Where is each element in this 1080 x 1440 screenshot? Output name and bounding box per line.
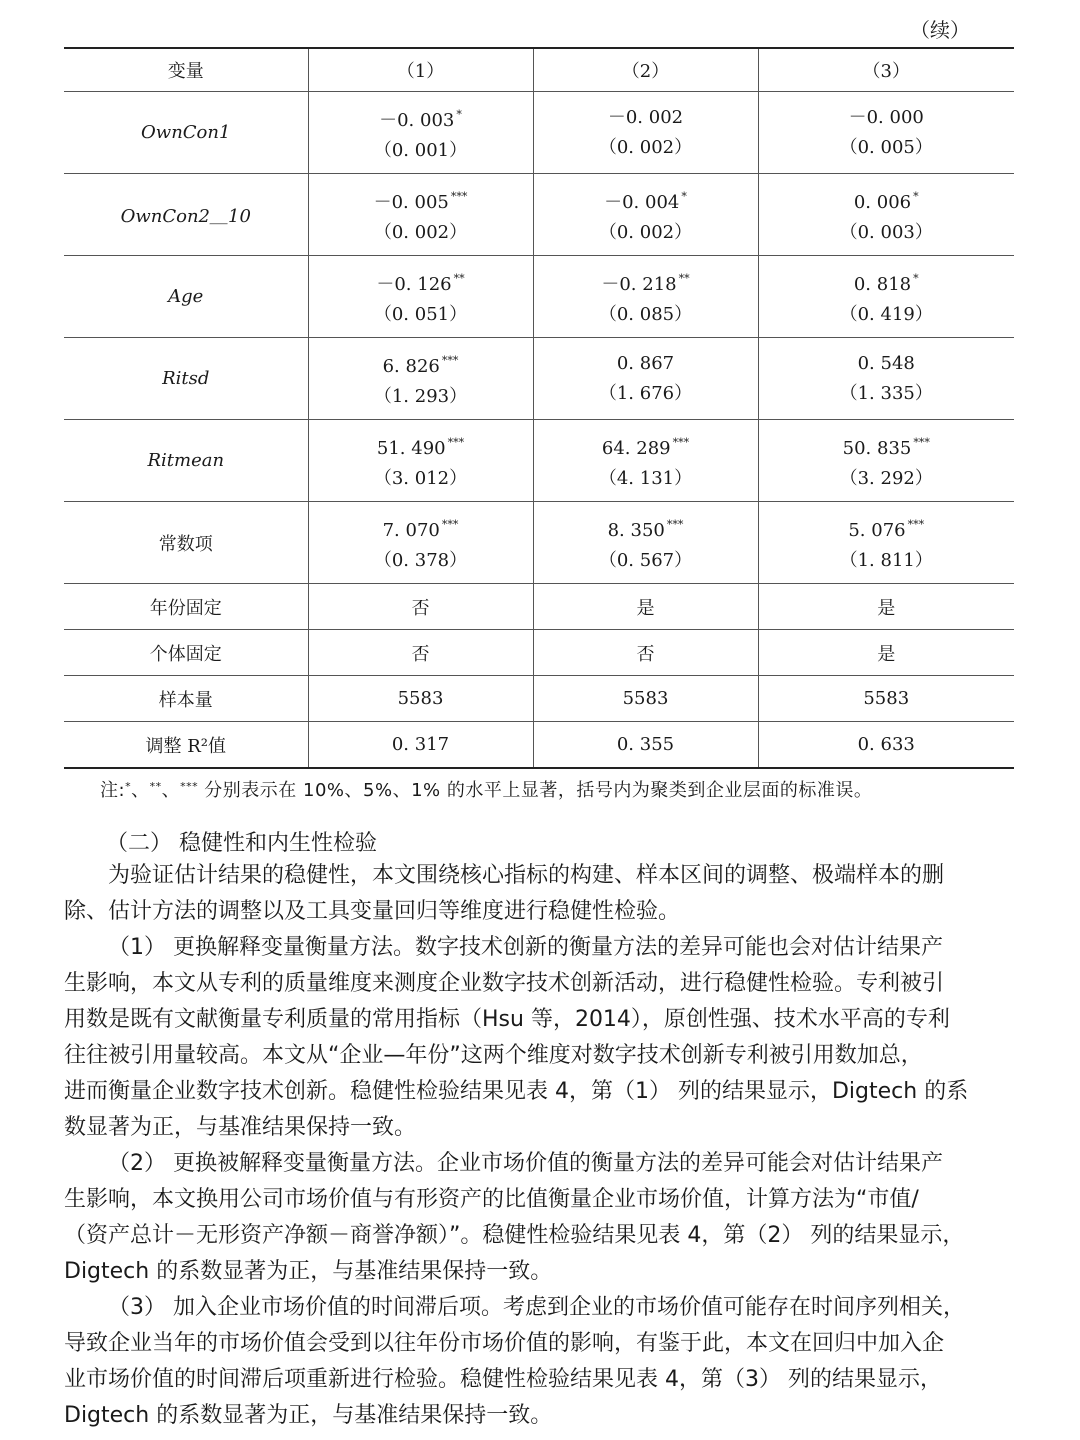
coefficient-value: －0. 003 <box>379 109 455 131</box>
standard-error: （0. 002） <box>598 136 693 158</box>
value-cell: 否 <box>308 584 533 630</box>
standard-error: （0. 085） <box>598 303 693 325</box>
significance-stars: *** <box>907 517 925 531</box>
standard-error: （4. 131） <box>598 467 693 489</box>
header-col-2: （2） <box>533 48 758 92</box>
coefficient-value: －0. 002 <box>607 106 684 128</box>
standard-error: （1. 293） <box>373 385 468 407</box>
coefficient-value: －0. 126 <box>376 273 452 295</box>
regression-table <box>64 47 1014 769</box>
table-row <box>64 630 1014 676</box>
coef-cell <box>308 174 533 256</box>
coefficient-value: 8. 350 <box>607 519 665 541</box>
significance-stars: ** <box>678 271 690 285</box>
table-row <box>64 256 1014 338</box>
coef-cell <box>533 256 758 338</box>
coefficient-value: 50. 835 <box>842 437 912 459</box>
note-star-2: ** <box>149 780 162 793</box>
variable-name: Ritsd <box>64 338 308 420</box>
note-text: 分别表示在 10%、5%、1% 的水平上显著，括号内为聚类到企业层面的标准误。 <box>198 780 873 801</box>
paragraph-line: （2） 更换被解释变量衡量方法。企业市场价值的衡量方法的差异可能会对估计结果产 <box>108 1151 943 1176</box>
coefficient-value: 7. 070 <box>382 519 440 541</box>
coef-cell <box>758 420 1014 502</box>
coefficient <box>759 182 1015 218</box>
coefficient <box>534 428 758 464</box>
value-cell: 是 <box>758 630 1014 676</box>
coef-cell <box>758 174 1014 256</box>
table-row <box>64 502 1014 584</box>
significance-stars: *** <box>672 435 690 449</box>
standard-error: （1. 676） <box>598 382 693 404</box>
value-cell: 0. 633 <box>758 722 1014 769</box>
coefficient <box>309 182 533 218</box>
coefficient-value: 0. 818 <box>853 273 912 295</box>
note-star-1: * <box>125 780 132 793</box>
standard-error: （3. 292） <box>839 467 933 489</box>
coefficient <box>534 103 758 133</box>
coef-cell <box>308 502 533 584</box>
value-cell: 否 <box>308 630 533 676</box>
paragraph-line: 进而衡量企业数字技术创新。稳健性检验结果见表 4，第（1） 列的结果显示，Digtech 的系 <box>64 1079 969 1104</box>
note-sep-2: 、 <box>161 780 181 801</box>
significance-stars: * <box>681 189 687 203</box>
coefficient-value: 0. 006 <box>853 191 912 213</box>
note-prefix: 注: <box>100 780 126 801</box>
significance-stars: *** <box>441 517 459 531</box>
table-row <box>64 338 1014 420</box>
coefficient-value: 0. 867 <box>616 352 675 374</box>
coef-cell <box>308 92 533 174</box>
coefficient-value: －0. 005 <box>373 191 449 213</box>
table-row <box>64 420 1014 502</box>
coefficient <box>309 510 533 546</box>
standard-error: （0. 378） <box>373 549 468 571</box>
coefficient <box>309 100 533 136</box>
paragraph <box>64 858 1014 930</box>
standard-error: （0. 419） <box>839 303 933 325</box>
paragraph-line: 生影响，本文从专利的质量维度来测度企业数字技术创新活动，进行稳健性检验。专利被引 <box>64 971 945 996</box>
standard-error: （0. 567） <box>598 549 693 571</box>
header-col-3: （3） <box>758 48 1014 92</box>
coef-cell <box>758 256 1014 338</box>
paragraph-line: 生影响，本文换用公司市场价值与有形资产的比值衡量企业市场价值，计算方法为“市值/ <box>64 1187 919 1212</box>
variable-name: 样本量 <box>64 676 308 722</box>
coefficient-value: －0. 000 <box>848 106 924 128</box>
value-cell: 5583 <box>533 676 758 722</box>
coefficient-value: －0. 004 <box>604 191 680 213</box>
standard-error: （3. 012） <box>373 467 468 489</box>
coefficient-value: 64. 289 <box>601 437 671 459</box>
section-title: （二） 稳健性和内生性检验 <box>106 831 377 856</box>
standard-error: （0. 005） <box>839 136 933 158</box>
paragraph-line: 往往被引用量较高。本文从“企业—年份”这两个维度对数字技术创新专利被引用数加总， <box>64 1043 923 1068</box>
significance-stars: * <box>913 271 919 285</box>
coef-cell <box>308 420 533 502</box>
standard-error: （1. 335） <box>839 382 933 404</box>
paragraph-line: 用数是既有文献衡量专利质量的常用指标（Hsu 等，2014），原创性强、技术水平高的专利 <box>64 1007 950 1032</box>
paragraph-line: （资产总计－无形资产净额－商誉净额）”。稳健性检验结果见表 4，第（2） 列的结果显示， <box>64 1223 965 1248</box>
paragraph-line: 为验证估计结果的稳健性，本文围绕核心指标的构建、样本区间的调整、极端样本的删 <box>108 863 945 888</box>
paragraph <box>64 930 1014 1146</box>
coef-cell <box>308 338 533 420</box>
coefficient <box>759 428 1015 464</box>
continued-label: （续） <box>910 18 970 42</box>
standard-error: （0. 002） <box>598 221 693 243</box>
table-row <box>64 174 1014 256</box>
variable-name: 调整 R²值 <box>64 722 308 769</box>
paragraph-line: Digtech 的系数显著为正，与基准结果保持一致。 <box>64 1259 553 1284</box>
significance-stars: * <box>913 189 919 203</box>
table-row <box>64 584 1014 630</box>
value-cell: 0. 317 <box>308 722 533 769</box>
header-variable: 变量 <box>64 48 308 92</box>
significance-stars: *** <box>913 435 930 449</box>
coef-cell <box>533 420 758 502</box>
paragraph <box>64 1290 1014 1434</box>
value-cell: 是 <box>758 584 1014 630</box>
standard-error: （0. 002） <box>373 221 468 243</box>
variable-name: OwnCon1 <box>64 92 308 174</box>
coef-cell <box>308 256 533 338</box>
coefficient-value: －0. 218 <box>601 273 677 295</box>
coefficient <box>759 264 1015 300</box>
value-cell: 5583 <box>758 676 1014 722</box>
note-star-3: *** <box>180 780 199 793</box>
coefficient <box>534 349 758 379</box>
variable-name: OwnCon2＿10 <box>64 174 308 256</box>
standard-error: （0. 051） <box>373 303 468 325</box>
coefficient <box>309 264 533 300</box>
coefficient <box>309 346 533 382</box>
significance-stars: * <box>456 107 462 121</box>
standard-error: （1. 811） <box>839 549 933 571</box>
coefficient-value: 5. 076 <box>848 519 906 541</box>
value-cell: 是 <box>533 584 758 630</box>
table-header-row <box>64 48 1014 92</box>
significance-stars: *** <box>666 517 684 531</box>
significance-stars: *** <box>441 353 459 367</box>
variable-name: Ritmean <box>64 420 308 502</box>
paragraph-line: 导致企业当年的市场价值会受到以往年份市场价值的影响，有鉴于此，本文在回归中加入企 <box>64 1331 945 1356</box>
coefficient <box>309 428 533 464</box>
variable-name: Age <box>64 256 308 338</box>
significance-stars: *** <box>450 189 468 203</box>
variable-name: 年份固定 <box>64 584 308 630</box>
coefficient <box>759 349 1015 379</box>
significance-stars: ** <box>453 271 465 285</box>
coef-cell <box>533 338 758 420</box>
coefficient-value: 6. 826 <box>382 355 440 377</box>
standard-error: （0. 003） <box>839 221 933 243</box>
coefficient-value: 51. 490 <box>376 437 446 459</box>
value-cell: 否 <box>533 630 758 676</box>
coefficient <box>534 182 758 218</box>
paragraph-line: 业市场价值的时间滞后项重新进行检验。稳健性检验结果见表 4，第（3） 列的结果显示， <box>64 1367 942 1392</box>
value-cell: 5583 <box>308 676 533 722</box>
header-col-1: （1） <box>308 48 533 92</box>
table-row <box>64 92 1014 174</box>
coef-cell <box>758 338 1014 420</box>
note-sep-1: 、 <box>131 780 150 801</box>
coef-cell <box>533 502 758 584</box>
paragraph-line: Digtech 的系数显著为正，与基准结果保持一致。 <box>64 1403 553 1428</box>
coef-cell <box>533 174 758 256</box>
variable-name: 个体固定 <box>64 630 308 676</box>
table-row <box>64 676 1014 722</box>
value-cell: 0. 355 <box>533 722 758 769</box>
standard-error: （0. 001） <box>373 139 468 161</box>
table-row <box>64 722 1014 769</box>
paragraph <box>64 1146 1014 1290</box>
body-text <box>64 858 1014 1434</box>
paragraph-line: （3） 加入企业市场价值的时间滞后项。考虑到企业的市场价值可能存在时间序列相关， <box>108 1295 965 1320</box>
coefficient-value: 0. 548 <box>857 352 915 374</box>
coefficient <box>759 103 1015 133</box>
coefficient <box>534 264 758 300</box>
coef-cell <box>758 502 1014 584</box>
coef-cell <box>758 92 1014 174</box>
coefficient <box>759 510 1015 546</box>
significance-stars: *** <box>447 435 465 449</box>
paragraph-line: 除、估计方法的调整以及工具变量回归等维度进行稳健性检验。 <box>64 899 681 924</box>
coefficient <box>534 510 758 546</box>
coef-cell <box>533 92 758 174</box>
paragraph-line: （1） 更换解释变量衡量方法。数字技术创新的衡量方法的差异可能也会对估计结果产 <box>108 935 943 960</box>
paragraph-line: 数显著为正，与基准结果保持一致。 <box>64 1115 417 1140</box>
table-note <box>100 776 872 802</box>
variable-name: 常数项 <box>64 502 308 584</box>
